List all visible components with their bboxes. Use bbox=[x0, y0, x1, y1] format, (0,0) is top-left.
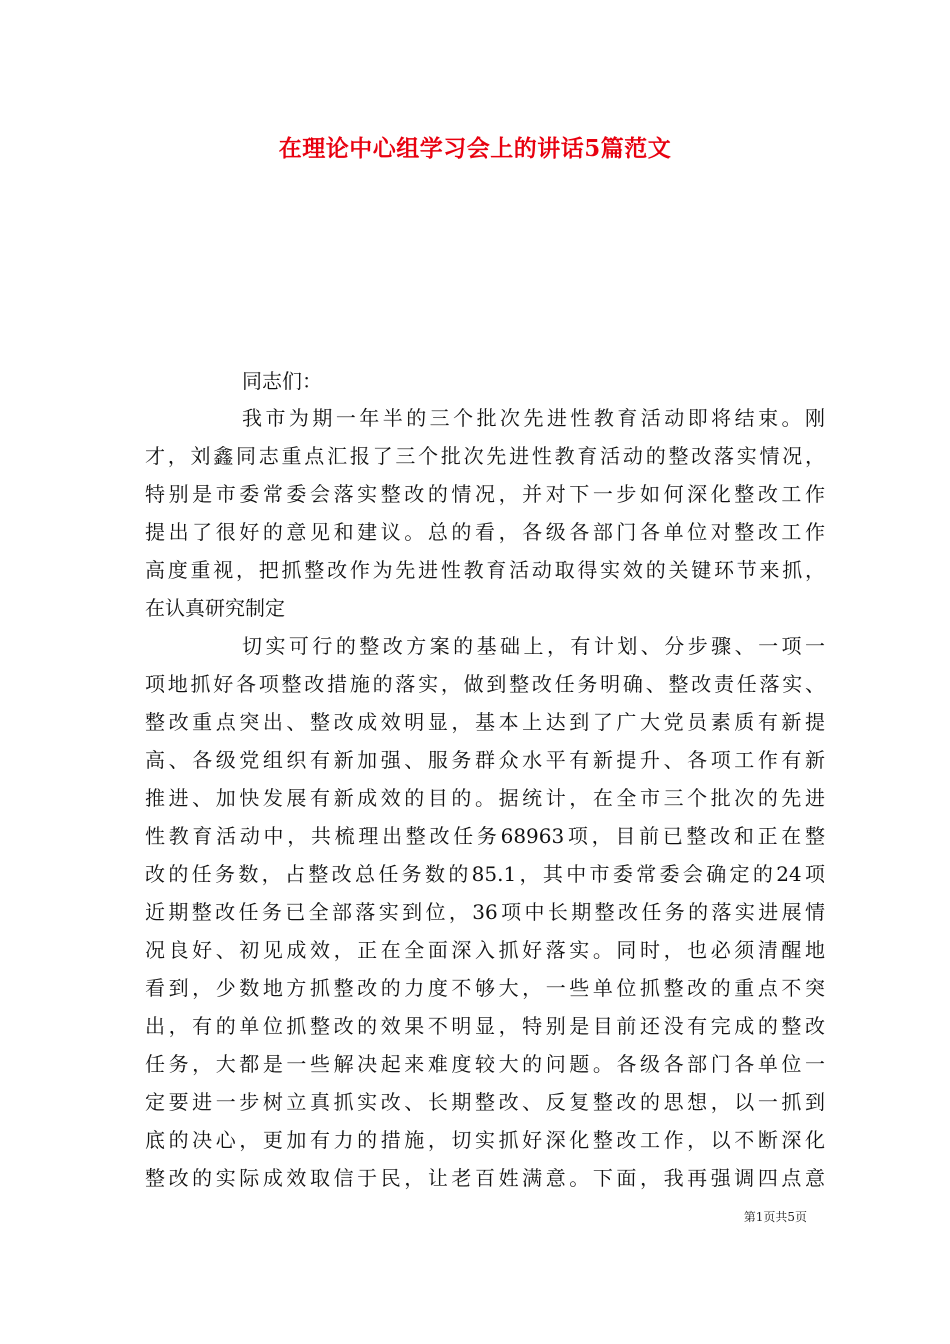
paragraph-line: 整改的实际成效取信于民，让老百姓满意。下面，我再强调四点意 bbox=[145, 1166, 825, 1190]
paragraph-line: 出，有的单位抓整改的效果不明显，特别是目前还没有完成的整改 bbox=[145, 1014, 825, 1038]
paragraph-line: 项地抓好各项整改措施的落实，做到整改任务明确、整改责任落实、 bbox=[145, 672, 825, 696]
salutation: 同志们： bbox=[242, 369, 322, 393]
paragraph-line: 提出了很好的意见和建议。总的看，各级各部门各单位对整改工作 bbox=[145, 520, 825, 544]
paragraph-line: 推进、加快发展有新成效的目的。据统计，在全市三个批次的先进 bbox=[145, 786, 825, 810]
paragraph-line: 高、各级党组织有新加强、服务群众水平有新提升、各项工作有新 bbox=[145, 748, 825, 772]
paragraph-line: 改的任务数，占整改总任务数的85.1，其中市委常委会确定的24项 bbox=[145, 862, 825, 886]
paragraph-line: 底的决心，更加有力的措施，切实抓好深化整改工作，以不断深化 bbox=[145, 1128, 825, 1152]
paragraph-line: 定要进一步树立真抓实改、长期整改、反复整改的思想，以一抓到 bbox=[145, 1090, 825, 1114]
paragraph-line: 整改重点突出、整改成效明显，基本上达到了广大党员素质有新提 bbox=[145, 710, 825, 734]
paragraph-line: 任务，大都是一些解决起来难度较大的问题。各级各部门各单位一 bbox=[145, 1052, 825, 1076]
paragraph-line: 况良好、初见成效，正在全面深入抓好落实。同时，也必须清醒地 bbox=[145, 938, 825, 962]
paragraph-line: 性教育活动中，共梳理出整改任务68963项，目前已整改和正在整 bbox=[145, 824, 825, 848]
paragraph-line: 高度重视，把抓整改作为先进性教育活动取得实效的关键环节来抓， bbox=[145, 558, 825, 582]
paragraph-line: 看到，少数地方抓整改的力度不够大，一些单位抓整改的重点不突 bbox=[145, 976, 825, 1000]
paragraph-line: 特别是市委常委会落实整改的情况，并对下一步如何深化整改工作 bbox=[145, 482, 825, 506]
paragraph-line: 在认真研究制定 bbox=[145, 596, 285, 620]
paragraph-line: 才，刘鑫同志重点汇报了三个批次先进性教育活动的整改落实情况， bbox=[145, 444, 825, 468]
page-number-footer: 第1页共5页 bbox=[743, 1210, 807, 1224]
paragraph-line: 切实可行的整改方案的基础上，有计划、分步骤、一项一 bbox=[242, 634, 825, 658]
document-title: 在理论中心组学习会上的讲话5篇范文 bbox=[278, 135, 672, 162]
paragraph-line: 我市为期一年半的三个批次先进性教育活动即将结束。刚 bbox=[242, 406, 825, 430]
paragraph-line: 近期整改任务已全部落实到位，36项中长期整改任务的落实进展情 bbox=[145, 900, 825, 924]
